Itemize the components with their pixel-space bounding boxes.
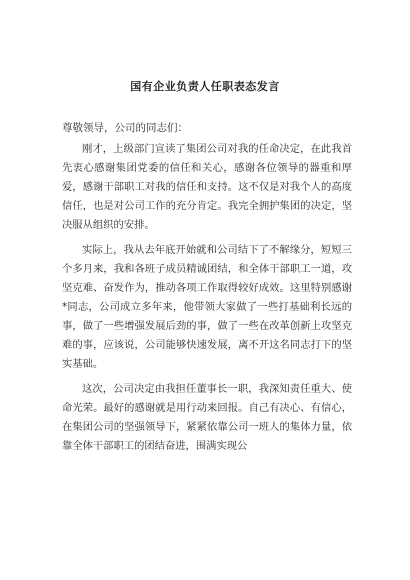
paragraph: 刚才，上级部门宣读了集团公司对我的任命决定，在此我首先衷心感谢集团党委的信任和关心，感谢各位领导的器重和厚爱，感谢干部职工对我的信任和支持。这不仅是对我个人的高度信任，也是对公司工作的充分肯定。我完全拥护集团的决定，坚决服从组织的安排。 [62, 143, 352, 231]
paragraph: 这次，公司决定由我担任董事长一职，我深知责任重大、使命光荣。最好的感谢就是用行动来回报。自己有决心、有信心，在集团公司的坚强领导下，紧紧依靠公司一班人的集体力量，依靠全体干部职工的团结奋进，围满实现公 [62, 383, 352, 452]
paragraph: 实际上，我从去年底开始就和公司结下了不解缘分，短短三个多月来，我和各班子成员精诚团结，和全体干部职工一道，攻坚克难、奋发作为，推动各项工作取得较好成效。这里特别感谢*同志，公司成立多年来，他带领大家做了一些打基础利长远的事，做了一些增强发展后劲的事，做了一些在改革创新上攻坚克难的事，应该说，公司能够快速发展，离不开这名同志打下的坚实基础。 [62, 244, 352, 370]
document-body [62, 140, 352, 462]
salutation: 尊敬领导，公司的同志们： [62, 122, 188, 134]
document-title: 国有企业负责人任职表态发言 [130, 80, 280, 93]
